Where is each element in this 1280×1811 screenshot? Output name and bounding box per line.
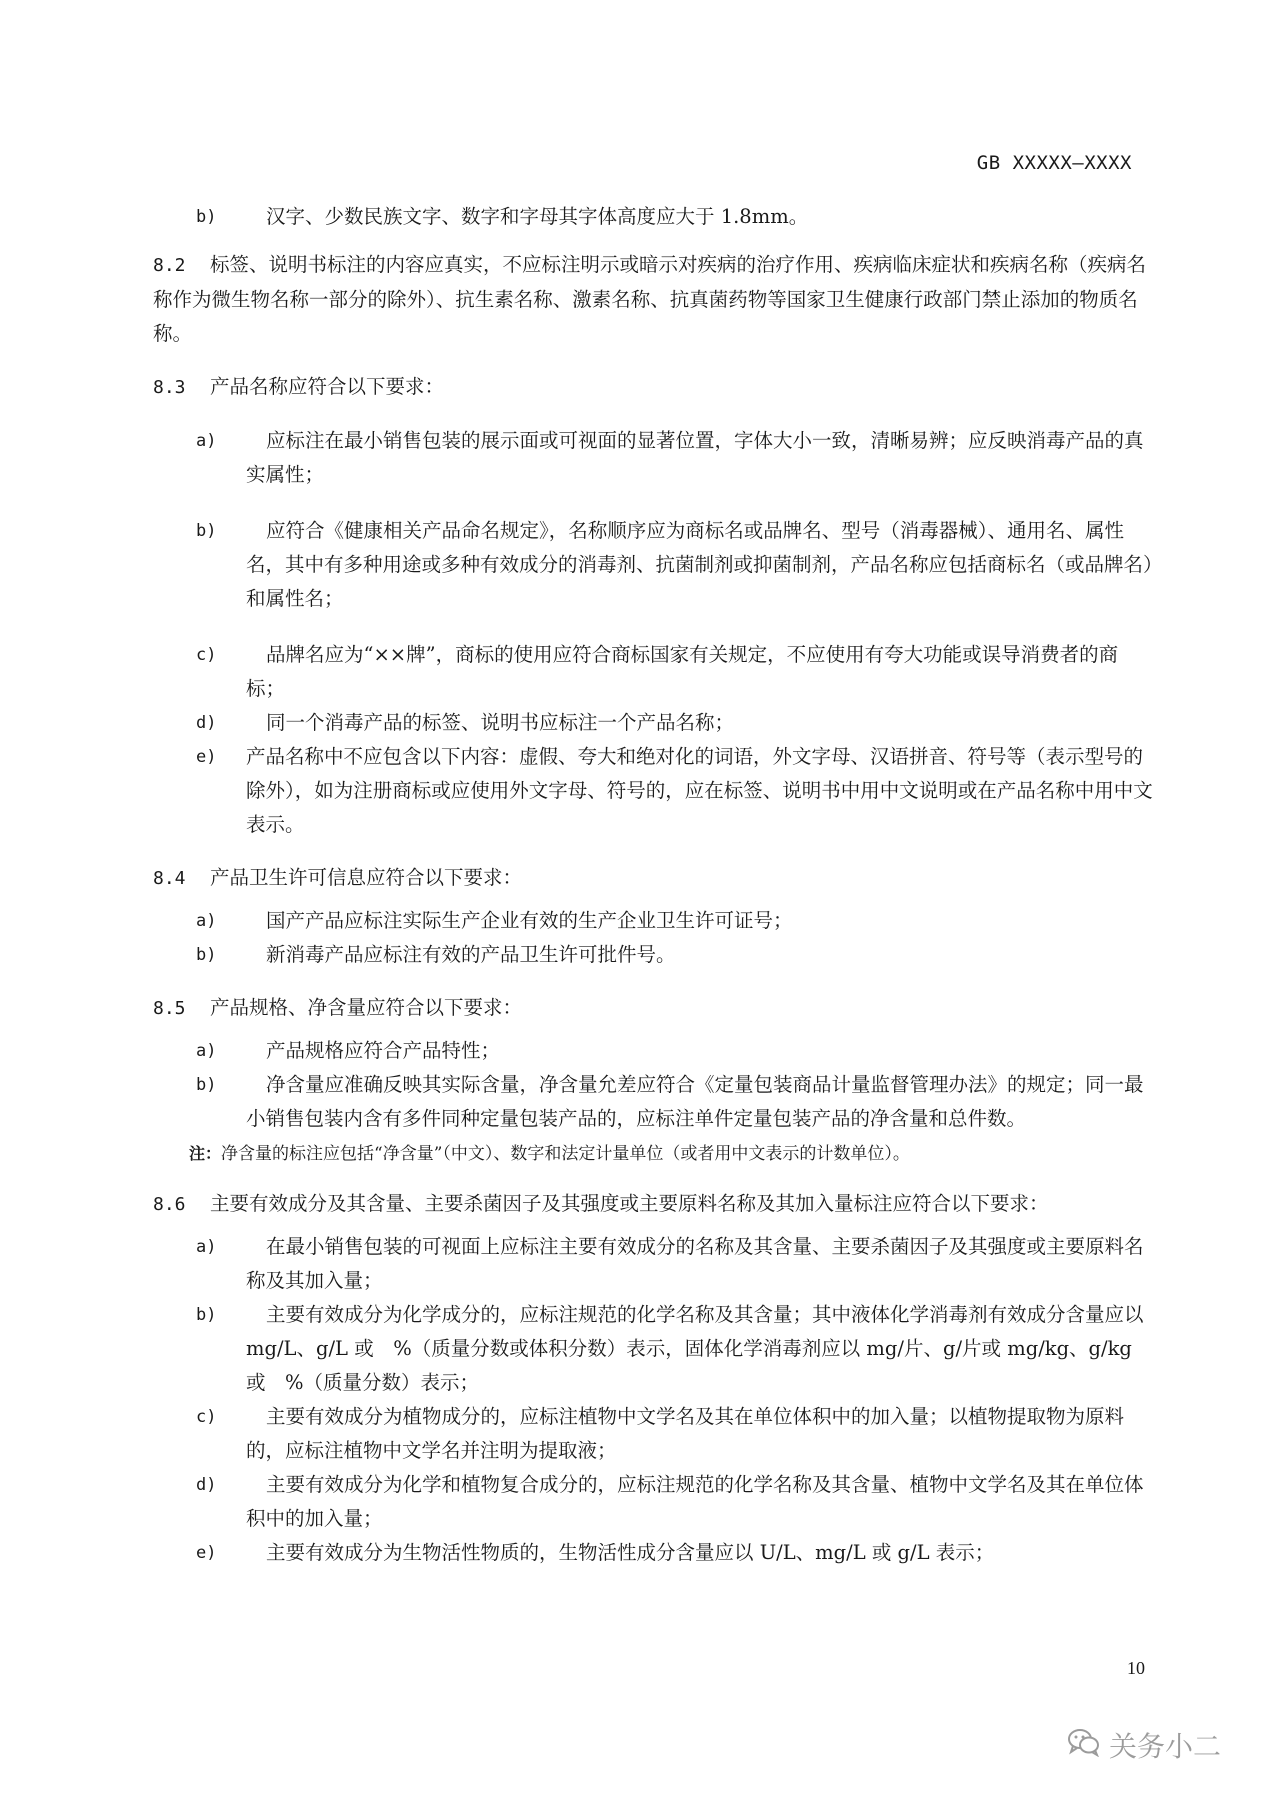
list-item <box>153 1068 1153 1136</box>
section-number: 8.4 <box>153 868 186 889</box>
item-letter: a) <box>196 1237 217 1257</box>
list-item <box>153 514 1153 616</box>
list-item <box>153 904 1153 938</box>
list-item <box>153 1536 1153 1570</box>
wechat-icon <box>1067 1727 1101 1764</box>
item-letter: b) <box>196 1305 217 1325</box>
section-8-3-items <box>153 424 1153 842</box>
item-text: 新消毒产品应标注有效的产品卫生许可批件号。 <box>266 943 676 966</box>
item-letter: b) <box>196 945 217 965</box>
item-text: 主要有效成分为化学成分的，应标注规范的化学名称及其含量；其中液体化学消毒剂有效成分含量应以 mg/L、g/L 或 %（质量分数或体积分数）表示，固体化学消毒剂应以 mg/片、g/片或 mg/kg、g/kg 或 %（质量分数）表示； <box>246 1303 1144 1394</box>
item-text: 主要有效成分为化学和植物复合成分的，应标注规范的化学名称及其含量、植物中文学名及其在单位体积中的加入量； <box>246 1473 1144 1530</box>
list-item <box>153 1034 1153 1068</box>
section-8-5-title <box>153 991 1153 1026</box>
item-letter: a) <box>196 431 217 451</box>
item-letter: a) <box>196 1041 217 1061</box>
item-text: 同一个消毒产品的标签、说明书应标注一个产品名称； <box>266 711 735 734</box>
list-item <box>153 424 1153 492</box>
item-text: 主要有效成分为生物活性物质的，生物活性成分含量应以 U/L、mg/L 或 g/L 表示； <box>266 1541 995 1564</box>
section-number: 8.3 <box>153 377 186 398</box>
watermark <box>1067 1725 1221 1765</box>
section-8-4-title <box>153 861 1153 896</box>
item-letter: d) <box>196 713 217 733</box>
section-number: 8.6 <box>153 1194 186 1215</box>
note-label: 注： <box>189 1144 222 1163</box>
section-8-5-items <box>153 1034 1153 1136</box>
item-letter: c) <box>196 1407 217 1427</box>
item-text: 国产产品应标注实际生产企业有效的生产企业卫生许可证号； <box>266 909 793 932</box>
item-letter: d) <box>196 1475 217 1495</box>
item-text: 产品名称中不应包含以下内容：虚假、夸大和绝对化的词语，外文字母、汉语拼音、符号等（表示型号的除外），如为注册商标或应使用外文字母、符号的，应在标签、说明书中用中文说明或在产品名称中用中文表示。 <box>246 745 1153 836</box>
note-text: 净含量的标注应包括“净含量”（中文）、数字和法定计量单位（或者用中文表示的计数单位）。 <box>221 1144 910 1164</box>
item-text: 主要有效成分为植物成分的，应标注植物中文学名及其在单位体积中的加入量；以植物提取物为原料的，应标注植物中文学名并注明为提取液； <box>246 1405 1125 1462</box>
note <box>153 1140 1153 1168</box>
section-8-6-title <box>153 1187 1153 1222</box>
section-8-4-items <box>153 904 1153 972</box>
list-item <box>153 740 1153 842</box>
section-8-6-items <box>153 1230 1153 1570</box>
item-text: 应标注在最小销售包装的展示面或可视面的显著位置，字体大小一致，清晰易辨；应反映消毒产品的真实属性； <box>246 429 1144 486</box>
section-title: 主要有效成分及其含量、主要杀菌因子及其强度或主要原料名称及其加入量标注应符合以下要求： <box>210 1192 1049 1215</box>
section-8-3-title <box>153 370 1153 405</box>
item-text: 净含量应准确反映其实际含量，净含量允差应符合《定量包装商品计量监督管理办法》的规定；同一最小销售包装内含有多件同种定量包装产品的，应标注单件定量包装产品的净含量和总件数。 <box>246 1073 1144 1130</box>
section-title: 产品规格、净含量应符合以下要求： <box>210 996 523 1019</box>
document-code: GB XXXXX—XXXX <box>976 152 1132 174</box>
section-text: 标签、说明书标注的内容应真实，不应标注明示或暗示对疾病的治疗作用、疾病临床症状和疾病名称（疾病名称作为微生物名称一部分的除外）、抗生素名称、激素名称、抗真菌药物等国家卫生健康行政部门禁止添加的物质名称。 <box>153 253 1147 345</box>
list-item <box>153 1400 1153 1468</box>
list-item <box>153 706 1153 740</box>
section-title: 产品名称应符合以下要求： <box>210 375 445 398</box>
item-letter: a) <box>196 911 217 931</box>
section-number: 8.5 <box>153 998 186 1019</box>
item-letter: e) <box>196 747 217 767</box>
item-text: 汉字、少数民族文字、数字和字母其字体高度应大于 1.8mm。 <box>266 205 809 228</box>
item-letter: e) <box>196 1543 217 1563</box>
list-item <box>153 1230 1153 1298</box>
page-number: 10 <box>1127 1658 1145 1678</box>
item-text: 品牌名应为“××牌”，商标的使用应符合商标国家有关规定，不应使用有夸大功能或误导消费者的商标； <box>246 643 1119 700</box>
document-body <box>153 200 1153 1570</box>
item-letter: b) <box>196 521 217 541</box>
list-item <box>153 638 1153 706</box>
list-item <box>153 938 1153 972</box>
item-text: 应符合《健康相关产品命名规定》，名称顺序应为商标名或品牌名、型号（消毒器械）、通用名、属性名，其中有多种用途或多种有效成分的消毒剂、抗菌制剂或抑菌制剂，产品名称应包括商标名（或品牌名）和属性名； <box>246 519 1153 610</box>
section-number: 8.2 <box>153 255 186 276</box>
section-title: 产品卫生许可信息应符合以下要求： <box>210 866 523 889</box>
list-item <box>153 1468 1153 1536</box>
item-text: 在最小销售包装的可视面上应标注主要有效成分的名称及其含量、主要杀菌因子及其强度或主要原料名称及其加入量； <box>246 1235 1144 1292</box>
watermark-text: 关务小二 <box>1109 1730 1222 1763</box>
item-text: 产品规格应符合产品特性； <box>266 1039 501 1062</box>
item-letter: b) <box>196 207 217 227</box>
item-letter: c) <box>196 645 217 665</box>
section-8-2 <box>153 248 1153 351</box>
item-letter: b) <box>196 1075 217 1095</box>
list-item <box>153 200 1153 234</box>
list-item <box>153 1298 1153 1400</box>
